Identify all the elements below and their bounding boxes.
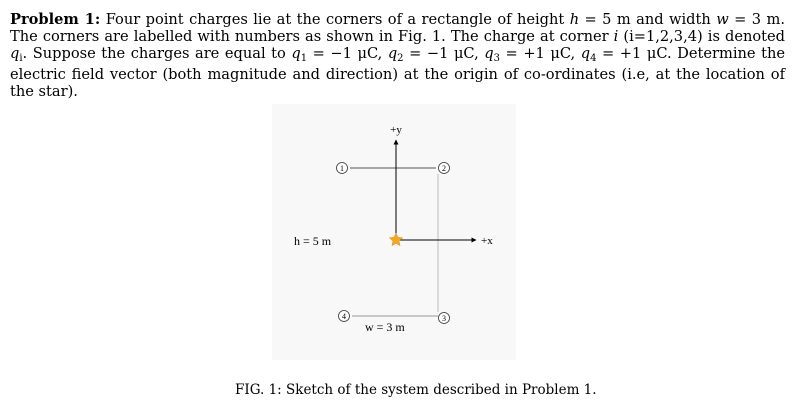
- charge-4-subscript: 4: [590, 52, 597, 64]
- problem-statement: Problem 1: Four point charges lie at the corners of a rectangle of height h = 5 m and width w = 3 m. The corners are labelled with numbers as shown in Fig. 1. The charge at corner i (i=1,2,3,4) is denoted $q_i$. Suppose the charges are equal to $q_1 = -1$ μC, $q_2 = -1$ μC, $q_3 = +1$ μC, $q_4 = +1$ μC. Determine the electric field vector (both magnitude and direction) at the origin of co-ordinates (i.e, at the location of the star).: [10, 11, 786, 101]
- problem-heading: Problem 1:: [10, 11, 101, 28]
- width-label: w = 3 m: [365, 320, 405, 334]
- corner-4-label: 4: [342, 312, 346, 321]
- i-range-text: (i=1,2,3,4) is denoted: [618, 27, 786, 45]
- charge-1-subscript: 1: [300, 52, 308, 64]
- charge-4-value: = +1 μC: [596, 44, 667, 62]
- corner-3-label: 3: [442, 314, 446, 323]
- q-subscript: i: [19, 52, 23, 64]
- w-symbol: w: [716, 11, 729, 28]
- charge-3-value: = +1 μC: [500, 44, 571, 62]
- figure-diagram: [272, 104, 516, 360]
- problem-text-3: . Determine the electric field vector (both magnitude and direction) at the origin of co-ordinates (i.e, at the location of the star).: [10, 44, 785, 101]
- charge-2-value: = −1 μC: [403, 44, 475, 62]
- q-symbol: q: [10, 44, 20, 62]
- w-value-text: = 3 m. The corners are labelled with numbers as shown in Fig. 1. The charge at corner: [10, 11, 785, 45]
- figure-caption: FIG. 1: Sketch of the system described in Problem 1.: [235, 382, 597, 398]
- x-axis-label: +x: [481, 235, 493, 247]
- h-value: = 5 m and width: [579, 11, 717, 28]
- corner-1-label: 1: [340, 164, 344, 173]
- charge-1-symbol: q: [291, 44, 301, 62]
- corner-2-marker: [439, 163, 450, 174]
- charge-1-value: = −1 μC: [307, 44, 378, 62]
- charge-4-symbol: q: [580, 44, 591, 62]
- corner-3-marker: [439, 313, 450, 324]
- i-symbol: i: [613, 27, 619, 45]
- figure-panel: [272, 104, 516, 360]
- height-label: h = 5 m: [294, 234, 332, 248]
- h-symbol: h: [569, 11, 580, 28]
- charge-3-symbol: q: [484, 44, 494, 62]
- problem-text-1: Four point charges lie at the corners of a rectangle of height: [100, 11, 570, 28]
- corner-1-marker: [337, 163, 348, 174]
- y-axis-label: +y: [390, 124, 402, 136]
- corner-2-label: 2: [442, 164, 446, 173]
- corner-4-marker: [339, 311, 350, 322]
- charge-2-subscript: 2: [397, 52, 404, 64]
- charge-2-symbol: q: [387, 44, 398, 62]
- charge-3-subscript: 3: [493, 52, 500, 64]
- origin-star-icon: [389, 233, 402, 246]
- problem-text-2: . Suppose the charges are equal to: [22, 44, 292, 62]
